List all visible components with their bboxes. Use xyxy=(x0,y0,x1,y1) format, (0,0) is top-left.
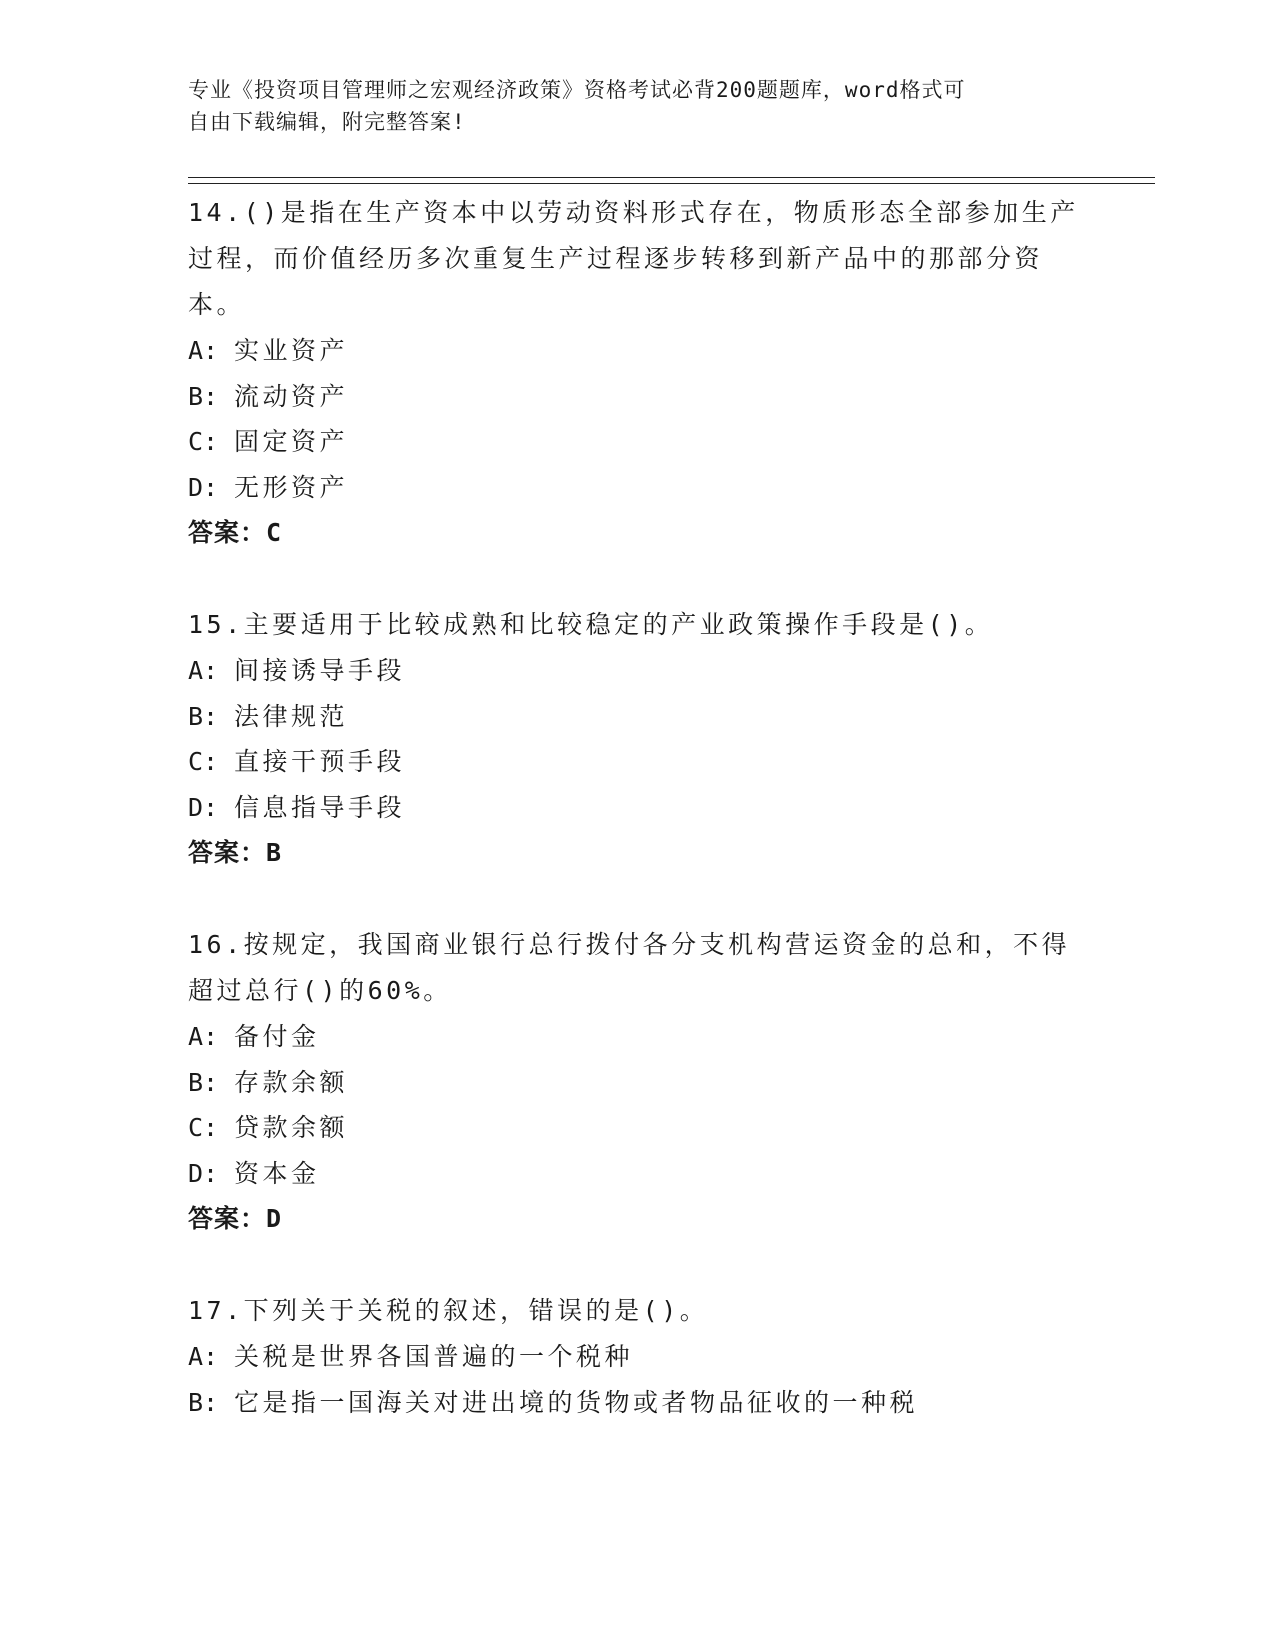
option-letter: D: xyxy=(188,472,219,502)
question-17 xyxy=(188,1288,1088,1425)
option-letter: A: xyxy=(188,1342,219,1371)
answer-line: 答案：C xyxy=(188,518,283,547)
option-text: 资本金 xyxy=(234,1158,320,1188)
header-divider-top xyxy=(188,177,1155,178)
option-letter: D: xyxy=(188,1158,219,1188)
answer-line: 答案：D xyxy=(188,1204,283,1233)
option-letter: D: xyxy=(188,792,219,822)
option-b xyxy=(188,694,1088,740)
question-stem: 14.()是指在生产资本中以劳动资料形式存在，物质形态全部参加生产过程，而价值经历多次重复生产过程逐步转移到新产品中的那部分资本。 xyxy=(188,198,1079,319)
option-letter: B: xyxy=(188,381,219,411)
option-c xyxy=(188,419,1088,465)
option-letter: C: xyxy=(188,427,219,456)
question-15 xyxy=(188,602,1088,876)
question-list xyxy=(188,190,1088,1471)
option-letter: A: xyxy=(188,1022,219,1051)
option-text: 法律规范 xyxy=(234,701,349,731)
header-divider-bottom xyxy=(188,183,1155,184)
question-stem: 15.主要适用于比较成熟和比较稳定的产业政策操作手段是()。 xyxy=(188,610,994,639)
option-text: 信息指导手段 xyxy=(234,792,406,822)
option-letter: B: xyxy=(188,1387,219,1417)
option-letter: B: xyxy=(188,701,219,731)
question-stem: 16.按规定，我国商业银行总行拨付各分支机构营运资金的总和，不得超过总行()的60%。 xyxy=(188,930,1071,1005)
option-a xyxy=(188,328,1088,374)
option-b xyxy=(188,1380,1088,1426)
option-text: 固定资产 xyxy=(234,427,349,456)
option-d xyxy=(188,1151,1088,1197)
option-letter: C: xyxy=(188,747,219,776)
option-letter: B: xyxy=(188,1067,219,1097)
option-c xyxy=(188,739,1088,785)
option-text: 流动资产 xyxy=(234,381,349,411)
answer-line: 答案：B xyxy=(188,838,283,867)
option-text: 间接诱导手段 xyxy=(234,656,406,685)
option-a xyxy=(188,1334,1088,1380)
option-b xyxy=(188,374,1088,420)
question-stem: 17.下列关于关税的叙述，错误的是()。 xyxy=(188,1296,709,1325)
option-letter: C: xyxy=(188,1113,219,1142)
question-14 xyxy=(188,190,1088,556)
document-header xyxy=(188,74,1068,138)
option-text: 它是指一国海关对进出境的货物或者物品征收的一种税 xyxy=(234,1387,919,1417)
header-title-line-1: 专业《投资项目管理师之宏观经济政策》资格考试必背200题题库，word格式可 xyxy=(188,78,966,102)
option-b xyxy=(188,1060,1088,1106)
option-d xyxy=(188,785,1088,831)
option-text: 无形资产 xyxy=(234,472,349,502)
option-text: 关税是世界各国普遍的一个税种 xyxy=(234,1342,634,1371)
option-a xyxy=(188,1014,1088,1060)
option-text: 直接干预手段 xyxy=(234,747,406,776)
option-c xyxy=(188,1105,1088,1151)
option-text: 存款余额 xyxy=(234,1067,349,1097)
header-title-line-2: 自由下载编辑，附完整答案! xyxy=(188,110,466,134)
option-text: 贷款余额 xyxy=(234,1113,349,1142)
option-text: 备付金 xyxy=(234,1022,320,1051)
option-letter: A: xyxy=(188,656,219,685)
question-16 xyxy=(188,922,1088,1242)
option-d xyxy=(188,465,1088,511)
option-a xyxy=(188,648,1088,694)
option-text: 实业资产 xyxy=(234,336,349,365)
option-letter: A: xyxy=(188,336,219,365)
